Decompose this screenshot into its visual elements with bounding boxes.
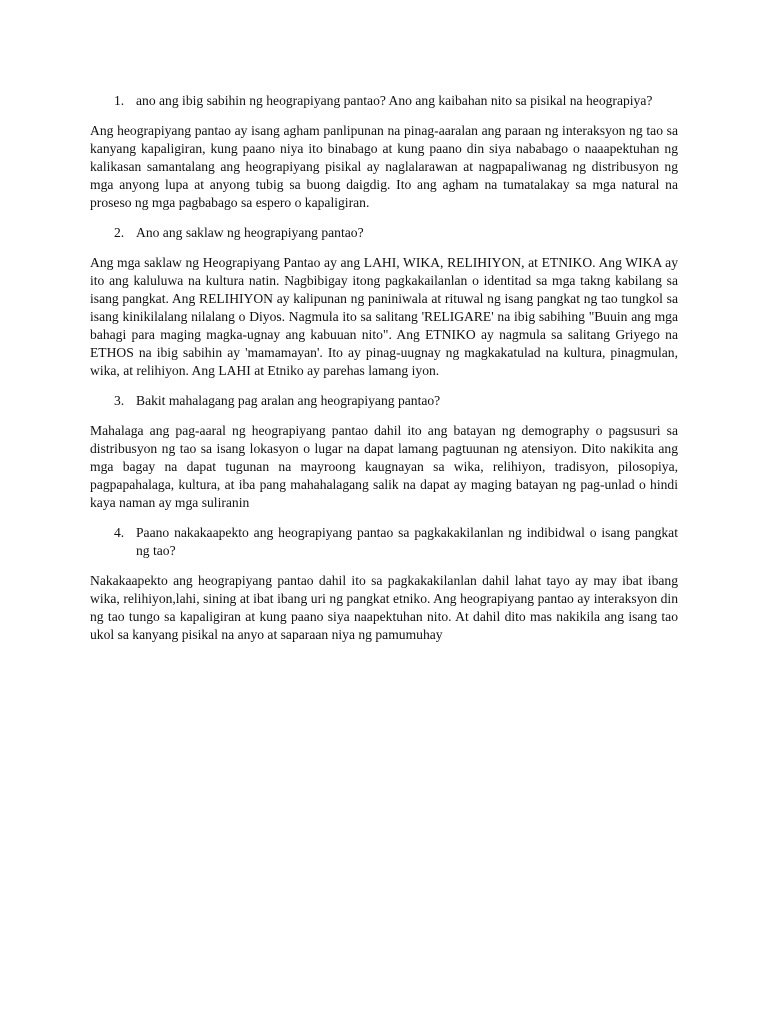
question-number: 1. [114, 93, 125, 108]
question-number: 3. [114, 393, 125, 408]
answer-2: Ang mga saklaw ng Heograpiyang Pantao ay ang LAHI, WIKA, RELIHIYON, at ETNIKO. Ang WIKA ay ito ang kaluluwa na kultura natin. Nagbibigay itong pagkakailanlan o identitad sa mga takng kabilang sa isang pangkat. Ang RELIHIYON ay kalipunan ng paniniwala at rituwal ng isang pangkat ng tao tungkol sa isang kinikilalang nilalang o Diyos. Nagmula ito sa salitang 'RELIGARE' na ibig sabihing "Buuin ang mga bahagi para maging magka-ugnay ang kabuuan nito". Ang ETNIKO ay nagmula sa salitang Griyego na ETHOS na ibig sabihin ay 'mamamayan'. Ito ay pinag-uugnay ng magkakatulad na kultura, pinagmulan, wika, at relihiyon. Ang LAHI at Etniko ay parehas lamang iyon. [90, 255, 678, 378]
answer-1: Ang heograpiyang pantao ay isang agham panlipunan na pinag-aaralan ang paraan ng interaksyon ng tao sa kanyang kapaligiran, kung paano niya ito binabago at kung paano din siya nababago o naaapektuhan ng kalikasan samantalang ang heograpiyang pisikal ay naglalarawan at nagpapaliwanag ng distribusyon ng mga anyong lupa at anyong tubig sa buong daigdig. Ito ang agham na tumatalakay sa mga natural na proseso ng mga pagbabago sa espero o kapaligiran. [90, 123, 678, 210]
answer-3: Mahalaga ang pag-aaral ng heograpiyang pantao dahil ito ang batayan ng demography o pagsusuri sa distribusyon ng tao sa isang lokasyon o lugar na dapat lamang pagtuunan ng atensiyon. Dito nakikita ang mga bagay na dapat tugunan na mayroong kaugnayan sa wika, relihiyon, tradisyon, pilosopiya, pagpapahalaga, kultura, at iba pang mahahalagang salik na dapat ay maging batayan ng pag-unlad o hindi kaya naman ay mga suliranin [90, 423, 678, 510]
question-text: ano ang ibig sabihin ng heograpiyang pantao? Ano ang kaibahan nito sa pisikal na heograpiya? [136, 93, 653, 108]
question-text: Paano nakakaapekto ang heograpiyang pantao sa pagkakakilanlan ng indibidwal o isang pangkat ng tao? [136, 525, 678, 558]
document-body [90, 92, 678, 656]
question-3 [90, 392, 678, 410]
question-number: 4. [114, 525, 125, 540]
question-4 [90, 524, 678, 560]
question-2 [90, 224, 678, 242]
question-number: 2. [114, 225, 125, 240]
question-text: Bakit mahalagang pag aralan ang heograpiyang pantao? [136, 393, 441, 408]
answer-4: Nakakaapekto ang heograpiyang pantao dahil ito sa pagkakakilanlan dahil lahat tayo ay may ibat ibang wika, relihiyon,lahi, sining at ibat ibang uri ng pangkat etniko. Ang heograpiyang pantao ay interaksyon din ng tao tungo sa kapaligiran at kung paano siya naapektuhan nito. At dahil dito mas nakikila ang isang tao ukol sa kanyang pisikal na anyo at saparaan niya ng pamumuhay [90, 573, 678, 642]
question-1 [90, 92, 678, 110]
question-text: Ano ang saklaw ng heograpiyang pantao? [136, 225, 364, 240]
